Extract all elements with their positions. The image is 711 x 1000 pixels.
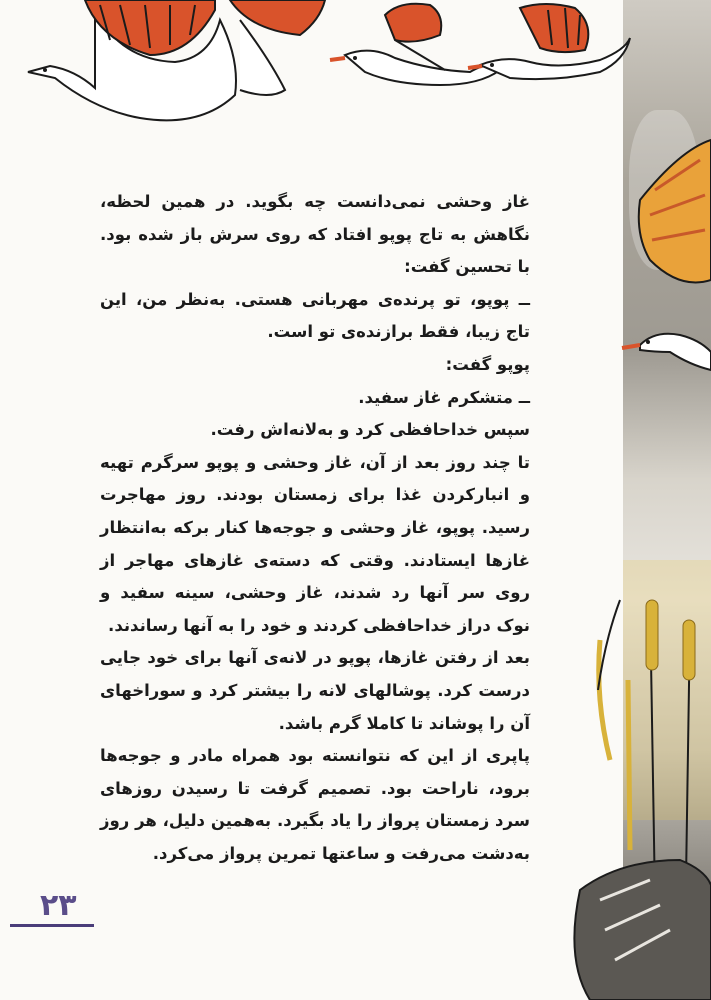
paragraph: پاپری از این که نتوانسته بود همراه مادر و جوجه‌ها برود، ناراحت بود. تصمیم گرفت تا رسیدن روزهای سرد زمستان پرواز را یاد بگیرد. به‌همین دلیل، هر روز به‌دشت می‌رفت و ساعتها تمرین پرواز می‌کرد.	[100, 746, 530, 863]
goose-wing-illustration	[639, 140, 711, 283]
paragraph: بعد از رفتن غازها، پوپو در لانه‌ی آنها برای خود جایی درست کرد. پوشالهای لانه را بیشتر کرد و سوراخهای آن را پوشاند تا کاملا گرم باشد.	[100, 648, 530, 733]
flying-goose-illustration	[468, 4, 630, 79]
goose-head-illustration	[622, 334, 711, 370]
paragraph: پوپو گفت:	[445, 354, 530, 374]
paragraph: ــ متشکرم غاز سفید.	[358, 387, 530, 407]
paragraph: سپس خداحافظی کرد و به‌لانه‌اش رفت.	[210, 420, 530, 440]
page-number-underline	[10, 924, 94, 927]
page-number: ۲۳	[40, 888, 77, 923]
flying-goose-illustration	[28, 0, 325, 120]
paragraph: ــ پوپو، تو پرنده‌ی مهربانی هستی. به‌نظر من، این تاج زیبا، فقط برازنده‌ی تو است.	[100, 289, 530, 342]
flying-goose-illustration	[330, 4, 500, 85]
story-text	[100, 186, 530, 870]
paragraph: تا چند روز بعد از آن، غاز وحشی و پوپو سرگرم تهیه و انبارکردن غذا برای زمستان بودند. روز مهاجرت رسید. پوپو، غاز وحشی و جوجه‌ها کنار برکه به‌انتظار غازها ایستادند. وقتی که دسته‌ی غازهای مهاجر از روی سر آنها رد شدند، غاز وحشی، سینه سفید و نوک دراز خداحافظی کردند و خود را به آنها رساندند.	[100, 452, 530, 635]
dark-goose-illustration	[574, 860, 711, 1000]
reeds-illustration	[598, 600, 695, 900]
paragraph: غاز وحشی نمی‌دانست چه بگوید. در همین لحظه، نگاهش به تاج پوپو افتاد که روی سرش باز شده بود. با تحسین گفت:	[100, 192, 530, 277]
